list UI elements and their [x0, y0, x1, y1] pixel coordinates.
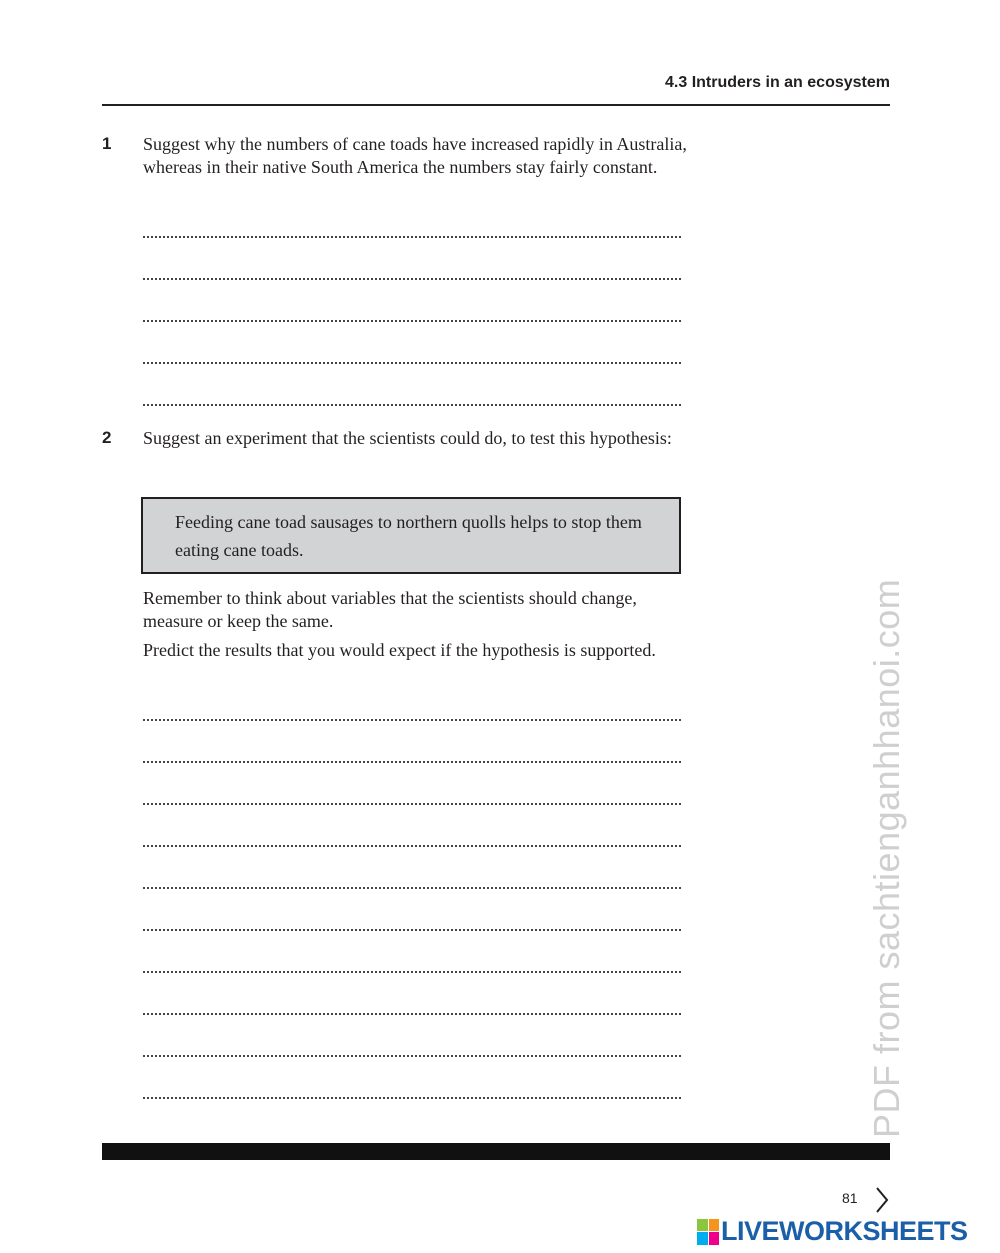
answer-2-line-8[interactable] — [143, 1013, 681, 1015]
header-rule — [102, 104, 890, 106]
answer-2-line-6[interactable] — [143, 929, 681, 931]
answer-2-line-9[interactable] — [143, 1055, 681, 1057]
logo-tile-green — [697, 1219, 708, 1232]
logo-tile-pink — [709, 1232, 720, 1245]
answer-2-line-5[interactable] — [143, 887, 681, 889]
answer-2-line-10[interactable] — [143, 1097, 681, 1099]
question-1-number: 1 — [102, 134, 112, 153]
answer-2-line-4[interactable] — [143, 845, 681, 847]
brand-name: LIVEWORKSHEETS — [721, 1216, 968, 1246]
instruction-variables: Remember to think about variables that the scientists should change, measure or keep the same. — [143, 588, 637, 631]
answer-1-line-2[interactable] — [143, 278, 681, 280]
footer-bar — [102, 1143, 890, 1160]
hypothesis-box — [141, 497, 681, 574]
instruction-predict: Predict the results that you would expect if the hypothesis is supported. — [143, 640, 656, 660]
question-2-number: 2 — [102, 428, 112, 447]
answer-1-line-3[interactable] — [143, 320, 681, 322]
logo-tile-blue — [697, 1232, 708, 1245]
answer-1-line-1[interactable] — [143, 236, 681, 238]
liveworksheets-logo-icon — [697, 1219, 719, 1245]
answer-2-line-1[interactable] — [143, 719, 681, 721]
answer-2-line-7[interactable] — [143, 971, 681, 973]
question-1-text: Suggest why the numbers of cane toads have increased rapidly in Australia, whereas in their native South America the numbers stay fairly constant. — [143, 134, 687, 177]
answer-2-line-2[interactable] — [143, 761, 681, 763]
brand-logo[interactable] — [697, 1216, 968, 1247]
section-title: 4.3 Intruders in an ecosystem — [665, 74, 890, 91]
logo-tile-orange — [709, 1219, 720, 1232]
answer-1-line-5[interactable] — [143, 404, 681, 406]
page-number: 81 — [842, 1190, 858, 1206]
watermark-text: PDF from sachtienganhhanoi.com — [866, 578, 907, 1138]
answer-1-line-4[interactable] — [143, 362, 681, 364]
question-2-text: Suggest an experiment that the scientists could do, to test this hypothesis: — [143, 428, 672, 448]
answer-2-line-3[interactable] — [143, 803, 681, 805]
chevron-right-icon[interactable] — [874, 1186, 890, 1214]
hypothesis-text: Feeding cane toad sausages to northern quolls helps to stop them eating cane toads. — [175, 512, 642, 560]
